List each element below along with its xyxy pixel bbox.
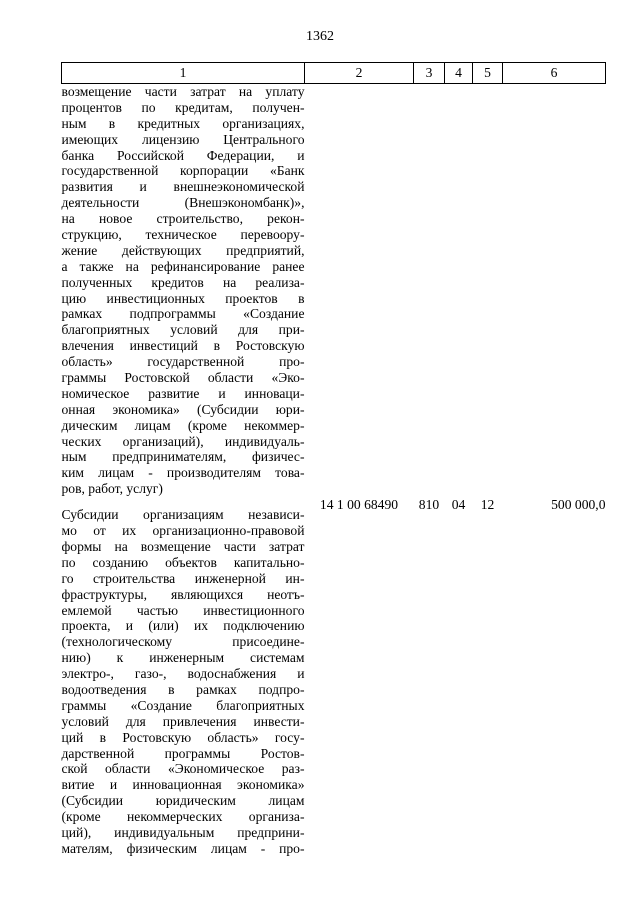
row-1-amount xyxy=(503,84,606,498)
row-2-csr: 14 1 00 68490 xyxy=(319,497,399,513)
name-line: дическим лицам (кроме некоммер- xyxy=(61,417,305,433)
name-line: ров, работ, услуг) xyxy=(61,481,163,497)
name-line: цию инвестиционных проектов в xyxy=(61,290,305,306)
name-line: струкцию, техническое перевоору- xyxy=(61,227,305,243)
row-2-rz: 04 xyxy=(451,497,466,513)
row-2-pr: 12 xyxy=(480,497,495,513)
row-1-rz xyxy=(445,84,473,498)
name-line: банка Российской Федерации, и xyxy=(61,147,305,163)
name-line: формы на возмещение части затрат xyxy=(61,538,305,554)
name-line: полученных кредитов на реализа- xyxy=(61,274,305,290)
row-1-pr xyxy=(473,84,503,498)
name-line: на новое строительство, рекон- xyxy=(61,211,305,227)
name-line: (кроме некоммерческих организа- xyxy=(61,809,305,825)
name-line: онная экономика» (Субсидии юри- xyxy=(61,401,305,417)
table-row xyxy=(62,84,606,498)
col-header-amount: 6 xyxy=(503,63,606,84)
name-line: мо от их организационно-правовой xyxy=(61,523,305,539)
name-line: ким лицам - производителям това- xyxy=(61,465,305,481)
row-1-name-lines xyxy=(62,84,305,497)
col-header-csr: 2 xyxy=(305,63,414,84)
name-line: влечения инвестиций в Ростовскую xyxy=(61,338,305,354)
row-1-vr xyxy=(414,84,445,498)
name-line: развития и внешнеэкономической xyxy=(61,179,305,195)
name-line: дарственной программы Ростов- xyxy=(61,745,305,761)
name-line: возмещение части затрат на уплату xyxy=(61,84,305,99)
name-line: емлемой частью инвестиционного xyxy=(61,602,305,618)
name-line: го строительства инженерной ин- xyxy=(61,570,305,586)
column-number-header-row xyxy=(62,63,606,84)
col-header-rz: 4 xyxy=(445,63,473,84)
row-2-name xyxy=(62,497,305,857)
name-line: ций в Ростовскую область» госу- xyxy=(61,729,305,745)
name-line: ческих организаций), индивидуаль- xyxy=(61,433,305,449)
budget-table xyxy=(61,62,606,857)
name-line: по созданию объектов капитально- xyxy=(61,554,305,570)
row-2-vr: 810 xyxy=(418,497,440,513)
name-line: государственной корпорации «Банк xyxy=(61,163,305,179)
name-line: фраструктуры, являющихся неотъ- xyxy=(61,586,305,602)
name-line: витие и инновационная экономика» xyxy=(61,777,305,793)
name-line: ской области «Экономическое раз- xyxy=(61,761,305,777)
name-line: (Субсидии юридическим лицам xyxy=(61,793,305,809)
row-1-name xyxy=(62,84,305,498)
name-line: Субсидии организациям независи- xyxy=(61,507,305,523)
row-1-csr xyxy=(305,84,414,498)
name-line: ным предпринимателям, физичес- xyxy=(61,449,305,465)
name-line: проекта, и (или) их подключению xyxy=(61,618,305,634)
name-line: ным в кредитных организациях, xyxy=(61,115,305,131)
page-number: 1362 xyxy=(306,29,334,44)
name-line: рамках подпрограммы «Создание xyxy=(61,306,305,322)
name-line: благоприятных условий для при- xyxy=(61,322,305,338)
col-header-vr: 3 xyxy=(414,63,445,84)
row-2-amount: 500 000,0 xyxy=(551,497,606,513)
table-row xyxy=(62,497,606,857)
name-line: граммы Ростовской области «Эко- xyxy=(61,370,305,386)
name-line: ций), индивидуальным предприни- xyxy=(61,824,305,840)
col-header-name: 1 xyxy=(62,63,305,84)
name-line: мателям, физическим лицам - про- xyxy=(61,840,305,856)
row-2-name-lines xyxy=(62,507,305,857)
name-line: условий для привлечения инвести- xyxy=(61,713,305,729)
name-line: номическое развитие и инноваци- xyxy=(61,385,305,401)
name-line: процентов по кредитам, получен- xyxy=(61,99,305,115)
name-line: граммы «Создание благоприятных xyxy=(61,697,305,713)
name-line: область» государственной про- xyxy=(61,354,305,370)
name-line: деятельности (Внешэкономбанк)», xyxy=(61,195,305,211)
name-line: водоотведения в рамках подпро- xyxy=(61,681,305,697)
name-line: а также на рефинансирование ранее xyxy=(61,258,305,274)
name-line: имеющих лицензию Центрального xyxy=(61,131,305,147)
name-line: электро-, газо-, водоснабжения и xyxy=(61,666,305,682)
name-line: (технологическому присоедине- xyxy=(61,634,305,650)
col-header-pr: 5 xyxy=(473,63,503,84)
name-line: жение действующих предприятий, xyxy=(61,242,305,258)
name-line: нию) к инженерным системам xyxy=(61,650,305,666)
